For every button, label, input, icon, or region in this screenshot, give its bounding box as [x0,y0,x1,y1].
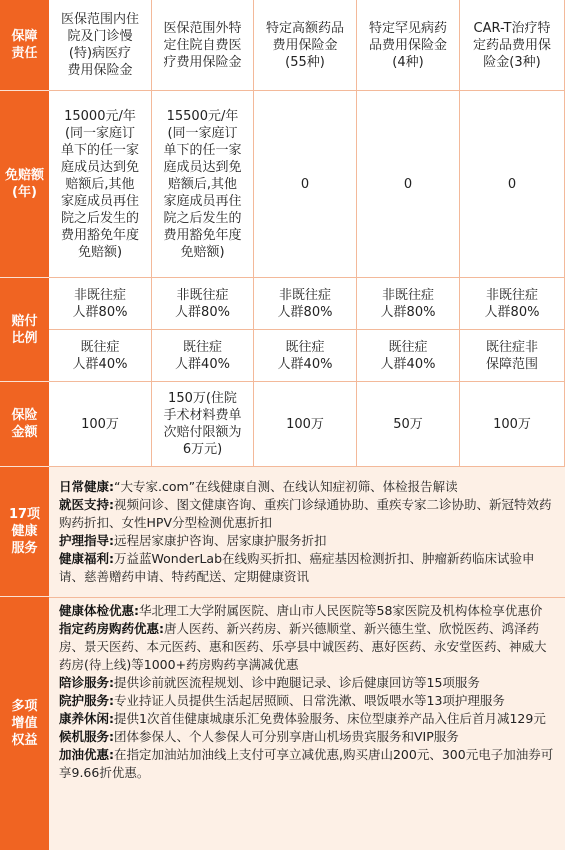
ratio-pre-cell-1: 既往症 人群40% [49,330,152,382]
service-item: 就医支持:视频问诊、图文健康咨询、重疾门诊绿通协助、重疾专家二诊协助、新冠特效药购药折扣、女性HPV分型检测优惠折扣 [59,497,552,530]
extra-benefits-list [49,602,565,782]
amount-cell-4: 50万 [357,382,460,467]
ratio-normal-cell-5: 非既往症 人群80% [460,278,565,330]
ratio-normal-cell-3: 非既往症 人群80% [254,278,357,330]
deductible-cell-5: 0 [460,91,565,278]
deductible-cell-1: 15000元/年 (同一家庭订 单下的任一家 庭成员达到免 赔额后,其他 家庭成员再住 院之后发生的 费用豁免年度 免赔额) [49,91,152,278]
col-header-4: 特定罕见病药 品费用保险金 (4种) [357,0,460,91]
ratio-pre-cell-3: 既往症 人群40% [254,330,357,382]
ratio-pre-cell-5: 既往症非 保障范围 [460,330,565,382]
service-item: 健康福利:万益蓝WonderLab在线购买折扣、癌症基因检测折扣、肿瘤新药临床试验申请、慈善赠药申请、特药配送、定期健康资讯 [59,551,535,584]
service-item: 日常健康:“大专家.com”在线健康自测、在线认知症初筛、体检报告解读 [59,479,458,494]
deductible-cell-4: 0 [357,91,460,278]
amount-cell-3: 100万 [254,382,357,467]
col-header-5: CAR-T治疗特 定药品费用保 险金(3种) [460,0,565,91]
amount-cell-1: 100万 [49,382,152,467]
label-extras: 多项 增值 权益 [0,597,49,850]
ratio-pre-cell-2: 既往症 人群40% [152,330,254,382]
benefit-item: 康养休闲:提供1次首佳健康城康乐汇免费体验服务、床位型康养产品入住后首月减129元 [59,711,546,726]
benefit-item: 院护服务:专业持证人员提供生活起居照顾、日常洗漱、喂饭喂水等13项护理服务 [59,693,505,708]
amount-cell-5: 100万 [460,382,565,467]
deductible-cell-3: 0 [254,91,357,278]
label-amount: 保险 金额 [0,382,49,467]
service-item: 护理指导:远程居家康护咨询、居家康护服务折扣 [59,533,327,548]
label-ratio: 赔付 比例 [0,278,49,382]
col-header-1: 医保范围内住 院及门诊慢 (特)病医疗 费用保险金 [49,0,152,91]
row-label-column [0,0,49,850]
amount-cell-2: 150万(住院 手术材料费单 次赔付限额为 6万元) [152,382,254,467]
section-divider [49,597,565,598]
benefit-item: 候机服务:团体参保人、个人参保人可分别享唐山机场贵宾服务和VIP服务 [59,729,459,744]
ratio-pre-cell-4: 既往症 人群40% [357,330,460,382]
benefit-item: 指定药房购药优惠:唐人医药、新兴药房、新兴德顺堂、新兴德生堂、欣悦医药、鸿泽药房、景天医药、本元医药、惠和医药、乐亭县中诚医药、惠好医药、永安堂医药、神威大药房(待上线)等1000+药房购药享满减优惠 [59,621,547,672]
benefit-item: 陪诊服务:提供诊前就医流程规划、诊中跑腿记录、诊后健康回访等15项服务 [59,675,480,690]
ratio-normal-cell-4: 非既往症 人群80% [357,278,460,330]
benefit-item: 健康体检优惠:华北理工大学附属医院、唐山市人民医院等58家医院及机构体检享优惠价 [59,603,543,618]
benefit-item: 加油优惠:在指定加油站加油线上支付可享立减优惠,购买唐山200元、300元电子加油券可享9.66折优惠。 [59,747,554,780]
label-coverage: 保障 责任 [0,0,49,91]
ratio-normal-cell-1: 非既往症 人群80% [49,278,152,330]
health-services-list [49,478,565,586]
col-header-2: 医保范围外特 定住院自费医 疗费用保险金 [152,0,254,91]
ratio-normal-cell-2: 非既往症 人群80% [152,278,254,330]
label-deductible: 免赔额 (年) [0,91,49,278]
label-services: 17项 健康 服务 [0,467,49,597]
deductible-cell-2: 15500元/年 (同一家庭订 单下的任一家 庭成员达到免 赔额后,其他 家庭成员再住 院之后发生的 费用豁免年度 免赔额) [152,91,254,278]
col-header-3: 特定高额药品 费用保险金 (55种) [254,0,357,91]
